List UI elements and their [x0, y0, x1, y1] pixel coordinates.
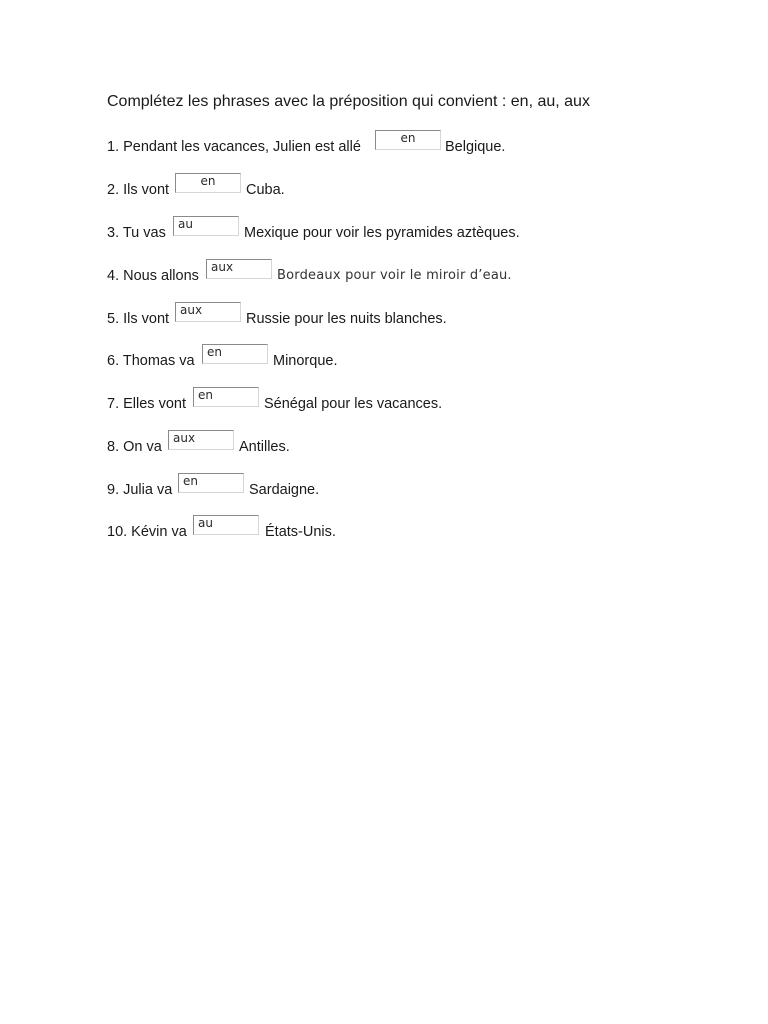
worksheet-instruction: Complétez les phrases avec la préposition qui convient : en, au, aux [107, 93, 590, 110]
sentence-6-after: Minorque. [273, 353, 338, 369]
answer-field-3[interactable]: au [173, 216, 239, 236]
sentence-7-after: Sénégal pour les vacances. [264, 396, 443, 412]
sentence-10-after: États-Unis. [265, 524, 336, 540]
sentence-10-before: 10. Kévin va [107, 524, 187, 540]
answer-field-6[interactable]: en [202, 344, 268, 364]
sentence-5-before: 5. Ils vont [107, 311, 170, 327]
sentence-5-after: Russie pour les nuits blanches. [246, 311, 447, 327]
sentence-7-before: 7. Elles vont [107, 396, 186, 412]
sentence-9-after: Sardaigne. [249, 482, 320, 498]
sentence-3-before: 3. Tu vas [107, 225, 166, 241]
answer-field-1[interactable]: en [375, 130, 441, 150]
sentence-9-before: 9. Julia va [107, 482, 173, 498]
sentence-8-before: 8. On va [107, 439, 162, 455]
sentence-2-before: 2. Ils vont [107, 182, 170, 198]
sentence-4-before: 4. Nous allons [107, 268, 199, 284]
sentence-3-after: Mexique pour voir les pyramides aztèques. [244, 225, 520, 241]
sentence-1-after: Belgique. [445, 139, 506, 155]
answer-field-4[interactable]: aux [206, 259, 272, 279]
sentence-4-after: Bordeaux pour voir le miroir d’eau. [277, 268, 512, 283]
answer-field-10[interactable]: au [193, 515, 259, 535]
sentence-8-after: Antilles. [239, 439, 290, 455]
sentence-2-after: Cuba. [246, 182, 285, 198]
answer-field-5[interactable]: aux [175, 302, 241, 322]
answer-field-9[interactable]: en [178, 473, 244, 493]
answer-field-2[interactable]: en [175, 173, 241, 193]
answer-field-8[interactable]: aux [168, 430, 234, 450]
answer-field-7[interactable]: en [193, 387, 259, 407]
sentence-1-before: 1. Pendant les vacances, Julien est allé [107, 139, 361, 155]
sentence-6-before: 6. Thomas va [107, 353, 195, 369]
